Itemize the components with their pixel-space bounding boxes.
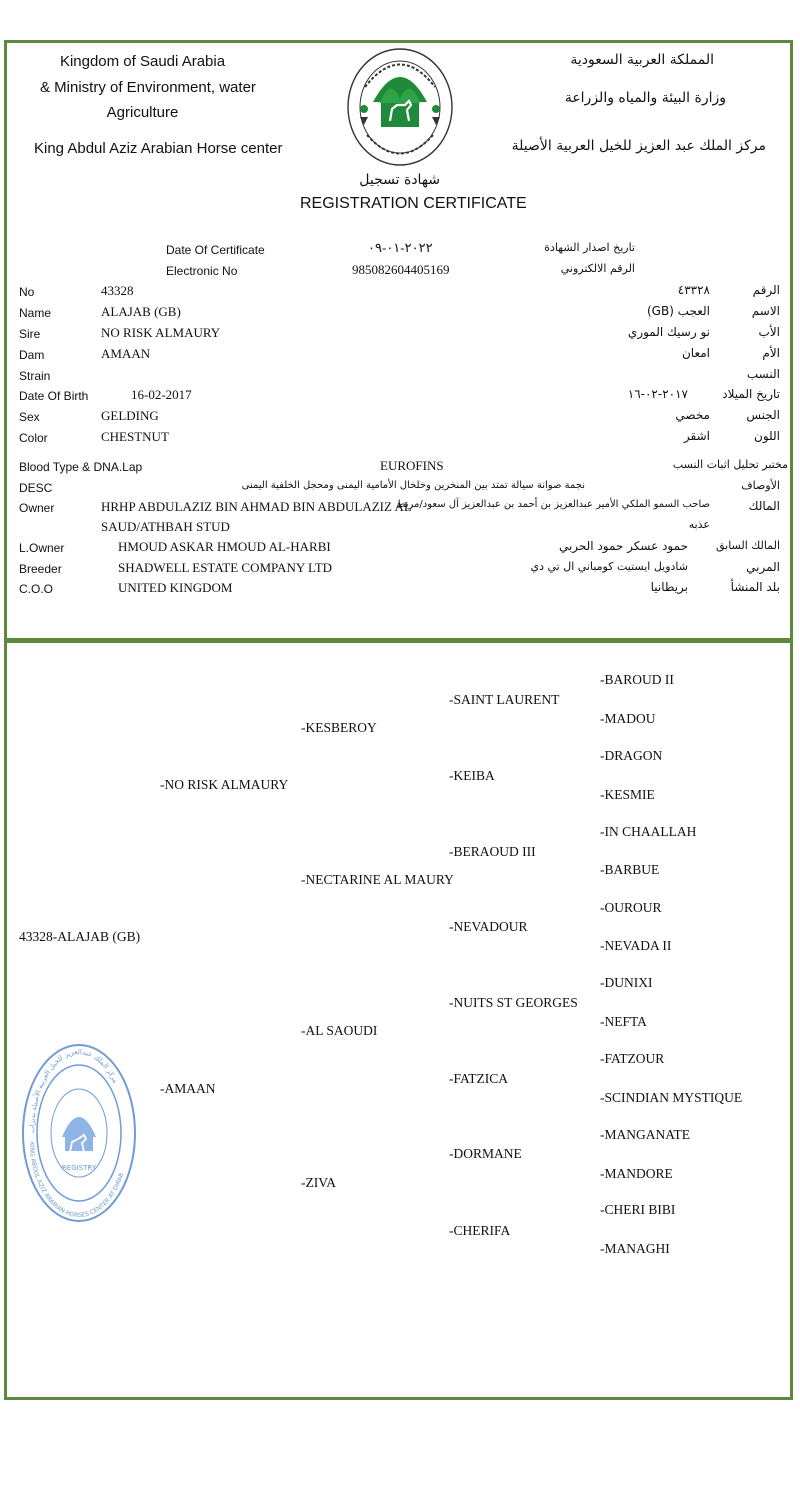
pedigree-horse: 43328-ALAJAB (GB) <box>19 929 141 944</box>
registry-stamp <box>20 1042 138 1224</box>
date-label-ar: تاريخ اصدار الشهادة <box>544 241 635 254</box>
owner-value-line1: HRHP ABDULAZIZ BIN AHMAD BIN ABDULAZIZ AL <box>101 499 412 514</box>
pedigree-gen3: -KEIBA <box>449 768 495 783</box>
pedigree-gen3: -SAINT LAURENT <box>449 692 560 707</box>
header-ar-center: مركز الملك عبد العزيز للخيل العربية الأصيلة <box>511 138 766 154</box>
pedigree-sire: -NO RISK ALMAURY <box>160 777 289 792</box>
field-value: ALAJAB (GB) <box>101 304 181 319</box>
lowner-value: HMOUD ASKAR HMOUD AL-HARBI <box>118 539 331 554</box>
field-label: Sire <box>19 327 41 341</box>
pedigree-gen3: -NEVADOUR <box>449 919 528 934</box>
pedigree-frame <box>4 640 793 1400</box>
date-value: ٢٠٢٢-٠١-٠٩ <box>368 240 433 255</box>
pedigree-gen2: -ZIVA <box>301 1175 336 1190</box>
field-label-ar: تاريخ الميلاد <box>722 387 780 401</box>
field-label-ar: الاسم <box>751 304 780 318</box>
pedigree-gen3: -CHERIFA <box>449 1223 511 1238</box>
pedigree-gen4: -OUROUR <box>600 900 662 915</box>
ministry-emblem-logo <box>345 47 455 169</box>
stamp-ring-en: KING ABDUL AZIZ ARABIAN HORSES CENTER AT DIRAB <box>27 1141 126 1220</box>
electronic-label: Electronic No <box>166 264 238 278</box>
pedigree-gen4: -MANAGHI <box>600 1241 670 1256</box>
lowner-label: L.Owner <box>19 541 65 555</box>
coo-value: UNITED KINGDOM <box>118 580 233 595</box>
pedigree-gen4: -NEVADA II <box>600 938 672 953</box>
owner-label-ar: المالك <box>748 499 780 513</box>
title-en: REGISTRATION CERTIFICATE <box>300 195 527 212</box>
desc-value-ar: نجمة صوانة سيالة تمتد بين المنخرين وخلخال الأمامية اليمنى ومحجل الخلفية اليمنى <box>241 480 585 491</box>
field-label-ar: الأم <box>762 346 780 360</box>
owner-value-ar-line2: عذبه <box>688 518 710 531</box>
field-value-ar: ٤٣٣٢٨ <box>677 283 710 297</box>
stamp-center-text: REGISTRY <box>61 1164 97 1172</box>
coo-value-ar: بريطانيا <box>650 580 688 594</box>
pedigree-gen4: -CHERI BIBI <box>600 1202 676 1217</box>
header-en-line2: & Ministry of Environment, water <box>40 79 256 96</box>
desc-label: DESC <box>19 481 53 495</box>
field-label: Dam <box>19 348 45 362</box>
pedigree-gen4: -MANGANATE <box>600 1127 690 1142</box>
field-label: Sex <box>19 410 40 424</box>
pedigree-gen4: -SCINDIAN MYSTIQUE <box>600 1090 743 1105</box>
electronic-value: 985082604405169 <box>352 262 450 277</box>
pedigree-gen2: -KESBEROY <box>301 720 377 735</box>
breeder-label: Breeder <box>19 562 62 576</box>
field-value: AMAAN <box>101 346 151 361</box>
pedigree-gen4: -DUNIXI <box>600 975 653 990</box>
owner-value-ar-line1: صاحب السمو الملكي الأمير عبدالعزيز بن أحمد بن عبدالعزيز آل سعود/مربط <box>396 499 710 510</box>
field-value-ar: نو رسيك الموري <box>627 325 710 339</box>
header-ar-line2: وزارة البيئة والمياه والزراعة <box>564 90 726 106</box>
breeder-value: SHADWELL ESTATE COMPANY LTD <box>118 560 333 575</box>
pedigree-gen4: -MADOU <box>600 711 656 726</box>
pedigree-gen4: -MANDORE <box>600 1166 673 1181</box>
header-ar-line1: المملكة العربية السعودية <box>570 52 714 68</box>
pedigree-gen3: -FATZICA <box>449 1071 508 1086</box>
field-value-ar: اشقر <box>683 429 710 443</box>
field-value: GELDING <box>101 408 159 423</box>
field-value-ar: مخصي <box>675 408 710 422</box>
field-label-ar: الرقم <box>752 283 780 297</box>
field-label-ar: اللون <box>754 429 780 443</box>
pedigree-gen4: -IN CHAALLAH <box>600 824 697 839</box>
blood-value: EUROFINS <box>380 458 444 473</box>
pedigree-gen4: -NEFTA <box>600 1014 647 1029</box>
field-value: CHESTNUT <box>101 429 169 444</box>
field-value: 16-02-2017 <box>131 387 192 402</box>
blood-label: Blood Type & DNA.Lap <box>19 460 143 474</box>
pedigree-gen4: -BAROUD II <box>600 672 674 687</box>
date-label: Date Of Certificate <box>166 243 265 257</box>
pedigree-gen4: -DRAGON <box>600 748 663 763</box>
electronic-label-ar: الرقم الالكتروني <box>560 262 635 275</box>
breeder-value-ar: شادويل ايستيت كومباني ال تي دي <box>530 560 688 573</box>
lowner-value-ar: حمود عسكر حمود الحربي <box>558 539 688 553</box>
pedigree-gen3: -DORMANE <box>449 1146 522 1161</box>
stamp-ring-ar: مركز الملك عبدالعزيز للخيل العربية الأصيلة بديراب <box>27 1047 120 1134</box>
field-value: NO RISK ALMAURY <box>101 325 221 340</box>
field-label-ar: النسب <box>746 367 780 381</box>
header-en-line1: Kingdom of Saudi Arabia <box>59 53 226 70</box>
coo-label: C.O.O <box>19 582 54 596</box>
field-label-ar: الجنس <box>746 408 780 422</box>
field-label: Color <box>19 431 48 445</box>
blood-label-ar: مختبر تحليل اثبات النسب <box>672 458 788 471</box>
pedigree-gen3: -NUITS ST GEORGES <box>449 995 578 1010</box>
field-label: Strain <box>19 369 51 383</box>
owner-value-line2: SAUD/ATHBAH STUD <box>101 519 230 534</box>
owner-label: Owner <box>19 501 55 515</box>
field-label-ar: الأب <box>758 325 780 339</box>
coo-label-ar: بلد المنشأ <box>730 580 780 594</box>
pedigree-gen4: -BARBUE <box>600 862 660 877</box>
pedigree-dam: -AMAAN <box>160 1081 216 1096</box>
lowner-label-ar: المالك السابق <box>715 539 780 552</box>
field-label: No <box>19 285 35 299</box>
field-value-ar: ٢٠١٧-٠٢-١٦ <box>627 387 688 401</box>
field-value: 43328 <box>101 283 134 298</box>
field-value-ar: العجب (GB) <box>646 304 710 318</box>
field-value-ar: امعان <box>681 346 710 360</box>
field-label: Name <box>19 306 52 320</box>
pedigree-gen4: -KESMIE <box>600 787 655 802</box>
header-en-line3: Agriculture <box>106 104 179 121</box>
header-en-center: King Abdul Aziz Arabian Horse center <box>34 140 283 157</box>
breeder-label-ar: المربي <box>746 560 780 574</box>
pedigree-gen2: -AL SAOUDI <box>301 1023 378 1038</box>
desc-label-ar: الأوصاف <box>741 479 780 492</box>
title-ar: شهادة تسجيل <box>359 172 440 188</box>
field-label: Date Of Birth <box>19 389 89 403</box>
pedigree-gen2: -NECTARINE AL MAURY <box>301 872 454 887</box>
pedigree-gen3: -BERAOUD III <box>449 844 536 859</box>
pedigree-gen4: -FATZOUR <box>600 1051 665 1066</box>
